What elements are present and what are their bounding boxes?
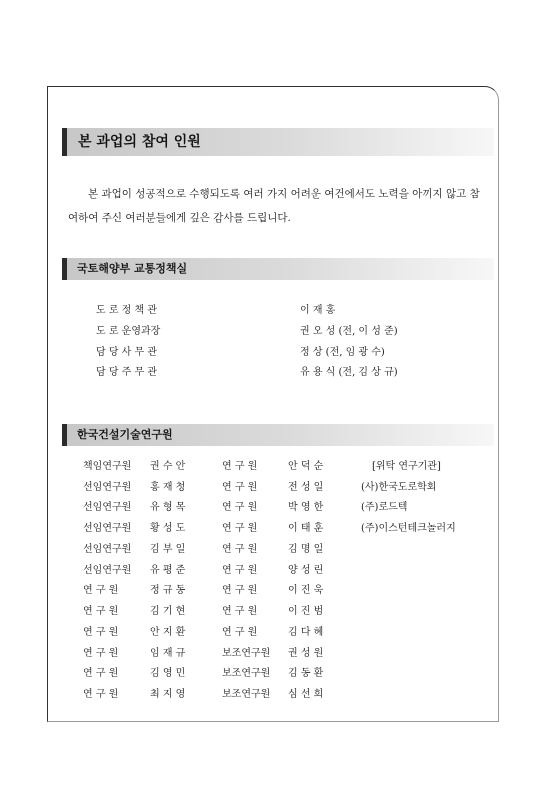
kict-position: 연 구 원: [83, 585, 119, 596]
kict-name: 김 명 일: [288, 544, 324, 555]
kict-position: 연 구 원: [83, 648, 119, 659]
kict-name: 임 재 규: [150, 648, 186, 659]
kict-position: 연 구 원: [83, 668, 119, 679]
kict-position: 보조연구원: [222, 668, 271, 679]
kict-name: 황 성 도: [150, 523, 186, 534]
kict-name: 김 동 환: [288, 668, 324, 679]
kict-name: 안 지 환: [150, 627, 186, 638]
kict-name: 정 규 동: [150, 585, 186, 596]
kict-name: 양 성 린: [288, 565, 324, 576]
kict-name: 권 수 안: [150, 461, 186, 472]
kict-position: 선임연구원: [83, 544, 132, 555]
kict-position: 선임연구원: [83, 502, 132, 513]
kict-name: 심 선 희: [288, 689, 324, 700]
moct-position: 도 로 정 책 관: [96, 305, 158, 316]
kict-position: 연 구 원: [222, 461, 258, 472]
partner-heading: [위탁 연구기관]: [372, 461, 441, 472]
kict-name: 홍 재 청: [150, 482, 186, 493]
moct-name: 유 용 식 (전, 김 상 규): [300, 367, 398, 378]
kict-position: 연 구 원: [222, 627, 258, 638]
section-title-moct: 국토해양부 교통정책실: [62, 258, 494, 280]
kict-position: 선임연구원: [83, 482, 132, 493]
moct-name: 이 재 홍: [300, 305, 336, 316]
kict-position: 연 구 원: [222, 565, 258, 576]
kict-name: 안 덕 순: [288, 461, 324, 472]
kict-position: 보조연구원: [222, 648, 271, 659]
kict-name: 이 태 훈: [288, 523, 324, 534]
intro-paragraph: 본 과업이 성공적으로 수행되도록 여러 가지 어려운 여건에서도 노력을 아끼지 않고 참여하여 주신 여러분들에게 깊은 감사를 드립니다.: [68, 188, 480, 224]
kict-name: 김 기 현: [150, 606, 186, 617]
kict-position: 선임연구원: [83, 565, 132, 576]
kict-name: 유 평 준: [150, 565, 186, 576]
kict-name: 김 다 혜: [288, 627, 324, 638]
kict-name: 전 성 일: [288, 482, 324, 493]
kict-position: 연 구 원: [222, 585, 258, 596]
kict-position: 연 구 원: [222, 482, 258, 493]
kict-position: 선임연구원: [83, 523, 132, 534]
kict-name: 최 지 영: [150, 689, 186, 700]
kict-name: 이 진 욱: [288, 585, 324, 596]
kict-name: 권 성 원: [288, 648, 324, 659]
kict-position: 연 구 원: [222, 606, 258, 617]
partner-institution: (주)로드텍: [361, 502, 408, 513]
section-title-participants: 본 과업의 참여 인원: [62, 128, 494, 156]
kict-name: 이 진 범: [288, 606, 324, 617]
moct-name: 권 오 성 (전, 이 성 준): [300, 326, 398, 337]
moct-position: 도 로 운영과장: [96, 326, 161, 337]
kict-position: 연 구 원: [83, 606, 119, 617]
kict-position: 보조연구원: [222, 689, 271, 700]
kict-name: 박 영 한: [288, 502, 324, 513]
kict-position: 연 구 원: [222, 523, 258, 534]
kict-name: 유 형 목: [150, 502, 186, 513]
moct-position: 담 당 주 무 관: [96, 367, 158, 378]
section-title-kict: 한국건설기술연구원: [62, 424, 494, 446]
kict-position: 연 구 원: [222, 502, 258, 513]
partner-institution: (주)이스턴테크놀러지: [361, 523, 456, 534]
moct-name: 정 상 (전, 임 광 수): [300, 347, 385, 358]
kict-name: 김 부 일: [150, 544, 186, 555]
kict-position: 연 구 원: [83, 627, 119, 638]
kict-position: 연 구 원: [83, 689, 119, 700]
moct-position: 담 당 사 무 관: [96, 347, 158, 358]
kict-name: 김 영 민: [150, 668, 186, 679]
kict-position: 책임연구원: [83, 461, 132, 472]
partner-institution: (사)한국도로학회: [361, 482, 437, 493]
kict-position: 연 구 원: [222, 544, 258, 555]
